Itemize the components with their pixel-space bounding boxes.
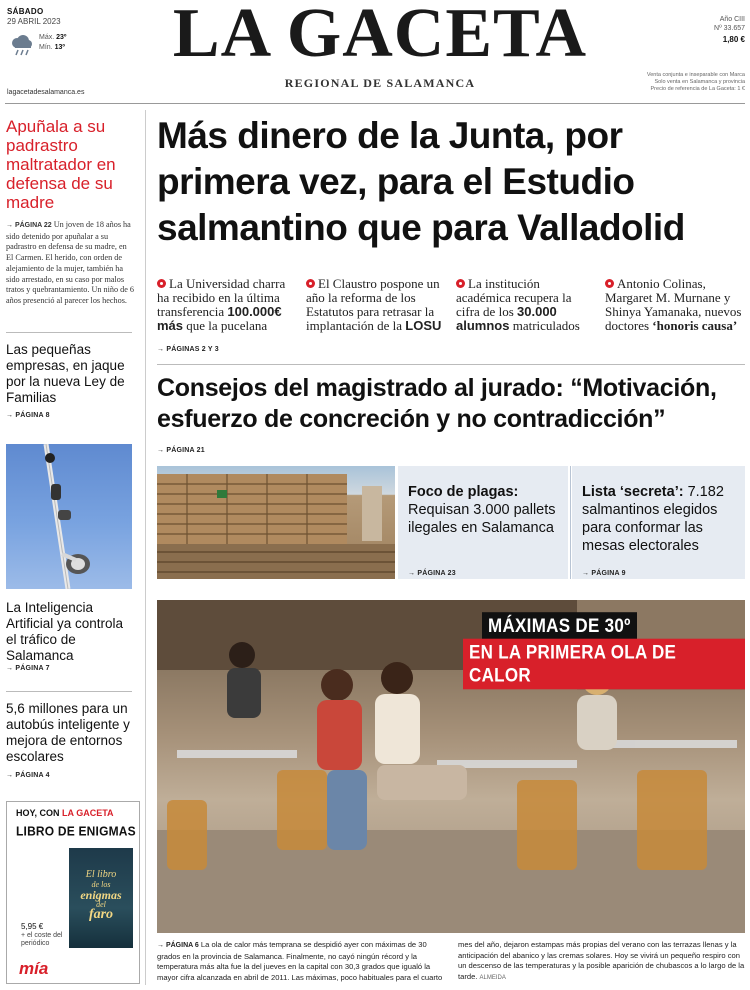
subhead-3-bold: 30.000 alumnos bbox=[456, 304, 557, 333]
caption-credit: ALMEIDA bbox=[479, 974, 506, 981]
promo-book-line3: enigmas bbox=[80, 888, 122, 902]
min-temp-value: 13º bbox=[54, 44, 65, 51]
promo-book-line4: del bbox=[96, 900, 106, 909]
rain-cloud-icon bbox=[9, 33, 35, 57]
promo-logo: mía bbox=[19, 959, 49, 978]
sidebar-item4-title[interactable]: 5,6 millones para un autobús inteligente y mejora de entornos escolares bbox=[6, 701, 130, 764]
box-lista[interactable] bbox=[572, 466, 745, 579]
photo-title-1: MÁXIMAS DE 30º bbox=[482, 612, 637, 640]
box-plagas-text bbox=[408, 483, 563, 537]
subhead-3[interactable] bbox=[456, 277, 586, 333]
second-headline[interactable]: Consejos del magistrado al jurado: “Motivación, esfuerzo de concreción y no contradicción” bbox=[157, 374, 717, 433]
sales-note bbox=[625, 72, 745, 93]
box-lista-body: 7.182 salmantinos elegidos para conformar las mesas electorales bbox=[582, 484, 724, 554]
main-headline[interactable]: Más dinero de la Junta, por primera vez, para el Estudio salmantino que para Valladolid bbox=[157, 115, 685, 248]
subhead-4-bold: ‘honoris causa’ bbox=[652, 318, 738, 333]
masthead-divider bbox=[5, 103, 745, 104]
sidebar-lead-text: Un joven de 18 años ha sido detenido por apuñalar a su padrastro en defensa de su madre, en El Carmen. El herido, con orden de alejamiento de la mujer, también ha sido arrestado, en su caso por malos tratos y quebrantamiento. Un niño de 6 años presenció al parecer los hechos. bbox=[6, 220, 135, 305]
subhead-3-end: matriculados bbox=[512, 318, 580, 333]
sidebar-divider-1 bbox=[6, 332, 132, 333]
box-lista-text bbox=[582, 483, 742, 555]
box-plagas[interactable] bbox=[398, 466, 568, 579]
box-plagas-bold: Foco de plagas: bbox=[408, 484, 519, 500]
box-divider bbox=[570, 466, 571, 579]
sidebar-item3-title[interactable]: La Inteligencia Artificial ya controla el tráfico de Salamanca bbox=[6, 600, 124, 663]
promo-brand: LA GACETA bbox=[62, 808, 114, 818]
bullet-icon bbox=[456, 279, 465, 288]
pallets-icon bbox=[157, 466, 395, 579]
masthead-day: SÁBADO bbox=[7, 7, 44, 16]
issue-price: 1,80 € bbox=[722, 35, 745, 44]
sales-note-3: Precio de referencia de La Gaceta: 1 € bbox=[650, 86, 745, 92]
promo-today: HOY, CON bbox=[16, 808, 60, 818]
promo-book-line5: faro bbox=[88, 907, 114, 922]
photo-title-2: EN LA PRIMERA OLA DE CALOR bbox=[463, 639, 745, 690]
issue-number: Nº 33.657 bbox=[714, 25, 745, 32]
subhead-1[interactable] bbox=[157, 277, 292, 333]
website-link[interactable]: lagacetadesalamanca.es bbox=[7, 89, 85, 96]
sidebar-item2-page[interactable]: → PÁGINA 8 bbox=[6, 412, 50, 419]
sales-note-1: Venta conjunta e inseparable con Marca bbox=[646, 72, 745, 78]
caption-page[interactable]: → PÁGINA 6 bbox=[157, 942, 199, 949]
sidebar-item2-title[interactable]: Las pequeñas empresas, en jaque por la nueva Ley de Familias bbox=[6, 342, 125, 405]
streetlight-icon bbox=[6, 444, 132, 589]
max-temp-value: 23º bbox=[56, 34, 67, 41]
sidebar-item3-page[interactable]: → PÁGINA 7 bbox=[6, 665, 50, 672]
issue-info bbox=[690, 16, 745, 44]
promo-header bbox=[16, 808, 114, 818]
subhead-3-text: La institución académica recupera la cifra de los bbox=[456, 276, 572, 319]
caption-text: La ola de calor más temprana se despidió ayer con máximas de 30 grados en la provincia de Salamanca. Finalmente, no cayó ningún récord y la temperatura más alta fue la del jueves en la capital con 30,3 grados que igualó la mayor cifra alcanzada en abril de 2011. Las máximas, poco habituales para el cuarto mes del año, dejaron estampas más propias del verano con las terrazas llenas y la anticipación del abanico y las cremas solares. Hoy se vivirá un pequeño respiro con un descenso de las temperaturas y la posible aparición de chubascos a lo largo de la tarde. bbox=[157, 940, 745, 982]
newspaper-title[interactable]: LA GACETA bbox=[172, 0, 588, 72]
subhead-2-bold: LOSU bbox=[405, 318, 442, 333]
bullet-icon bbox=[605, 279, 614, 288]
pallets-photo bbox=[157, 466, 395, 579]
promo-price-note: + el coste del periódico bbox=[21, 932, 63, 947]
promo-book-line1: El libro bbox=[85, 869, 117, 880]
issue-year: Año CIII bbox=[719, 16, 745, 23]
bullet-icon bbox=[157, 279, 166, 288]
box-lista-page[interactable]: → PÁGINA 9 bbox=[582, 570, 626, 577]
masthead-date-block bbox=[7, 7, 117, 62]
sidebar-lead-title[interactable]: Apuñala a su padrastro maltratador en defensa de su madre bbox=[6, 117, 116, 212]
masthead-date: 29 ABRIL 2023 bbox=[7, 17, 61, 26]
terrace-photo bbox=[157, 600, 745, 933]
sidebar-divider-2 bbox=[6, 691, 132, 692]
promo-box[interactable] bbox=[6, 801, 140, 984]
promo-book-line2: de los bbox=[91, 880, 111, 889]
sidebar-item4-page[interactable]: → PÁGINA 4 bbox=[6, 772, 50, 779]
second-page-ref[interactable]: → PÁGINA 21 bbox=[157, 447, 205, 454]
subhead-1-end: que la pucelana bbox=[186, 318, 268, 333]
subhead-4-text: Antonio Colinas, Margaret M. Murnane y Shinya Yamanaka, nuevos doctores bbox=[605, 276, 742, 333]
promo-book-cover bbox=[69, 848, 133, 948]
promo-title: LIBRO DE ENIGMAS bbox=[16, 823, 136, 839]
sidebar-lead-text-block bbox=[6, 220, 134, 307]
box-plagas-page[interactable]: → PÁGINA 23 bbox=[408, 570, 456, 577]
main-divider-1 bbox=[157, 364, 745, 365]
bullet-icon bbox=[306, 279, 315, 288]
photo-caption bbox=[157, 940, 747, 983]
sales-note-2: Solo venta en Salamanca y provincia bbox=[654, 79, 745, 85]
subhead-4[interactable] bbox=[605, 277, 745, 333]
subhead-2-text: El Claustro pospone un año la reforma de los Estatutos para retrasar la implantación de la bbox=[306, 276, 440, 333]
subhead-2[interactable] bbox=[306, 277, 444, 333]
sidebar-lead-page: → PÁGINA 22 bbox=[6, 222, 52, 229]
column-divider bbox=[145, 110, 146, 985]
box-lista-bold: Lista ‘secreta’: bbox=[582, 484, 684, 500]
subhead-1-bold: 100.000€ más bbox=[157, 304, 282, 333]
subhead-1-text: La Universidad charra ha recibido en la última transferencia bbox=[157, 276, 286, 319]
streetlight-photo bbox=[6, 444, 132, 589]
promo-price: 5,95 € bbox=[21, 922, 44, 931]
newspaper-subtitle: REGIONAL DE SALAMANCA bbox=[284, 76, 476, 90]
max-temp-label: Máx. bbox=[39, 34, 55, 41]
main-pages-ref[interactable]: → PÁGINAS 2 Y 3 bbox=[157, 346, 219, 353]
min-temp-label: Mín. bbox=[39, 44, 53, 51]
weather-block bbox=[7, 32, 117, 62]
box-plagas-body: Requisan 3.000 pallets ilegales en Salamanca bbox=[408, 502, 556, 536]
